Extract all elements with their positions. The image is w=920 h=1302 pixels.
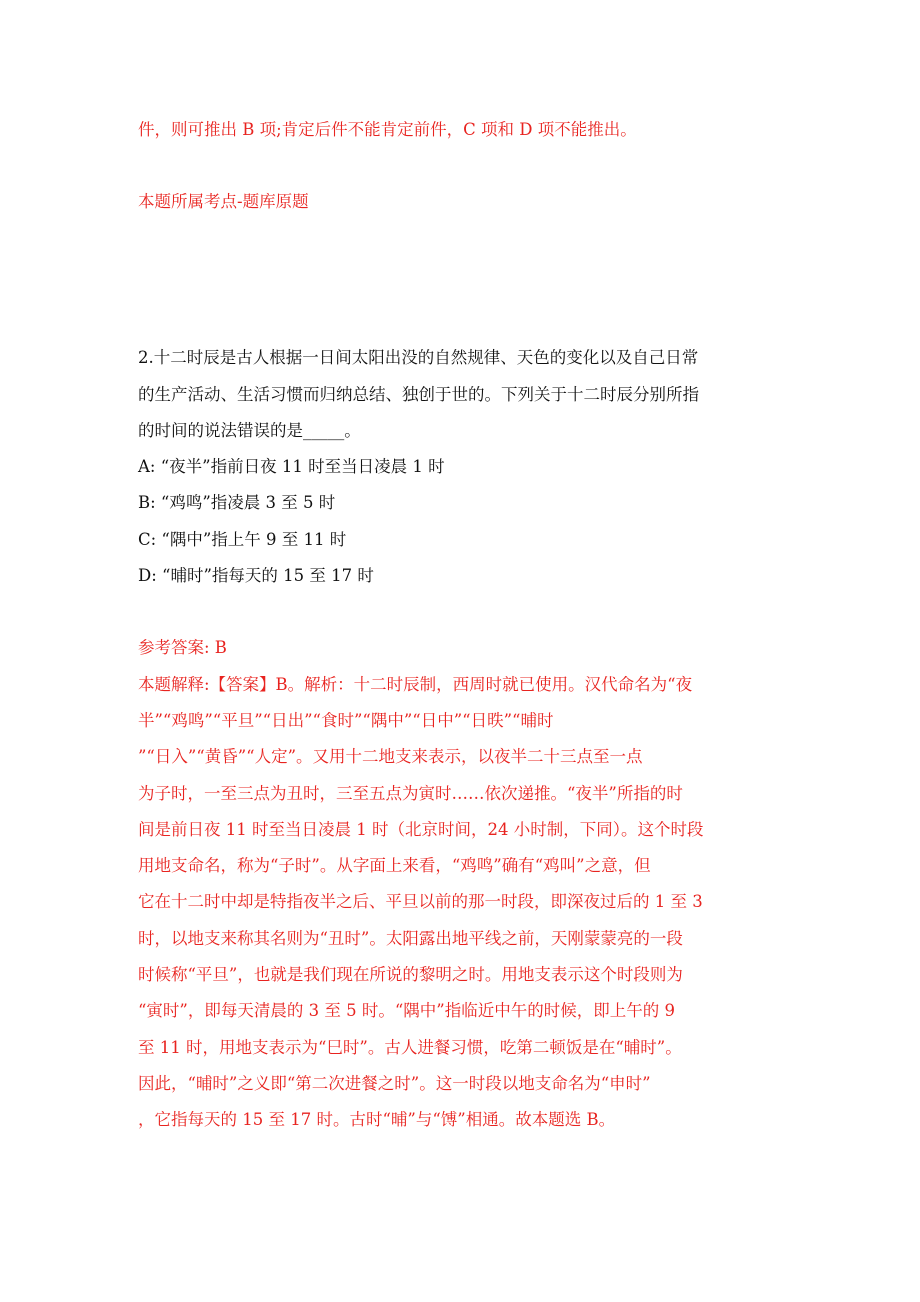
explanation-line: ，它指每天的 15 至 17 时。古时“晡”与“馎”相通。故本题选 B。: [138, 1110, 616, 1129]
explanation-line: 它在十二时中却是特指夜半之后、平旦以前的那一时段，即深夜过后的 1 至 3: [138, 892, 703, 911]
question-stem-line: 的时间的说法错误的是_____。: [138, 421, 361, 440]
explanation-line: 本题解释:【答案】B。解析：十二时辰制，西周时就已使用。汉代命名为“夜: [138, 675, 693, 694]
explanation-line: 用地支命名，称为“子时”。从字面上来看，“鸡鸣”确有“鸡叫”之意，但: [138, 856, 651, 875]
option-b: B: “鸡鸣”指凌晨 3 至 5 时: [138, 493, 336, 512]
explanation-line: ”“日入”“黄昏”“人定”。又用十二地支来表示，以夜半二十三点至一点: [138, 747, 643, 766]
explanation-line: 为子时，一至三点为丑时，三至五点为寅时……依次递推。“夜半”所指的时: [138, 784, 683, 803]
explanation-line: “寅时”，即每天清晨的 3 至 5 时。“隅中”指临近中午的时候，即上午的 9: [138, 1001, 675, 1020]
reference-answer: 参考答案: B: [138, 638, 227, 657]
explanation-line: 间是前日夜 11 时至当日凌晨 1 时（北京时间，24 小时制，下同）。这个时段: [138, 820, 704, 839]
question-stem-line: 2.十二时辰是古人根据一日间太阳出没的自然规律、天色的变化以及自己日常: [138, 348, 699, 367]
option-c: C: “隅中”指上午 9 至 11 时: [138, 530, 347, 549]
option-a: A: “夜半”指前日夜 11 时至当日凌晨 1 时: [138, 457, 445, 476]
question-stem-line: 的生产活动、生活习惯而归纳总结、独创于世的。下列关于十二时辰分别所指: [138, 385, 699, 404]
explanation-line: 因此，“晡时”之义即“第二次进餐之时”。这一时段以地支命名为“申时”: [138, 1074, 651, 1093]
source-tag: 本题所属考点-题库原题: [138, 192, 309, 211]
explanation-line: 半”“鸡鸣”“平旦”“日出”“食时”“隅中”“日中”“日昳”“晡时: [138, 711, 554, 730]
option-d: D: “晡时”指每天的 15 至 17 时: [138, 566, 374, 585]
explanation-line: 时候称“平旦”，也就是我们现在所说的黎明之时。用地支表示这个时段则为: [138, 965, 683, 984]
explanation-line: 至 11 时，用地支表示为“巳时”。古人进餐习惯，吃第二顿饭是在“晡时”。: [138, 1038, 682, 1057]
explanation-line: 时，以地支来称其名则为“丑时”。太阳露出地平线之前，天刚蒙蒙亮的一段: [138, 929, 683, 948]
prev-explanation-line: 件，则可推出 B 项;肯定后件不能肯定前件，C 项和 D 项不能推出。: [138, 120, 637, 139]
